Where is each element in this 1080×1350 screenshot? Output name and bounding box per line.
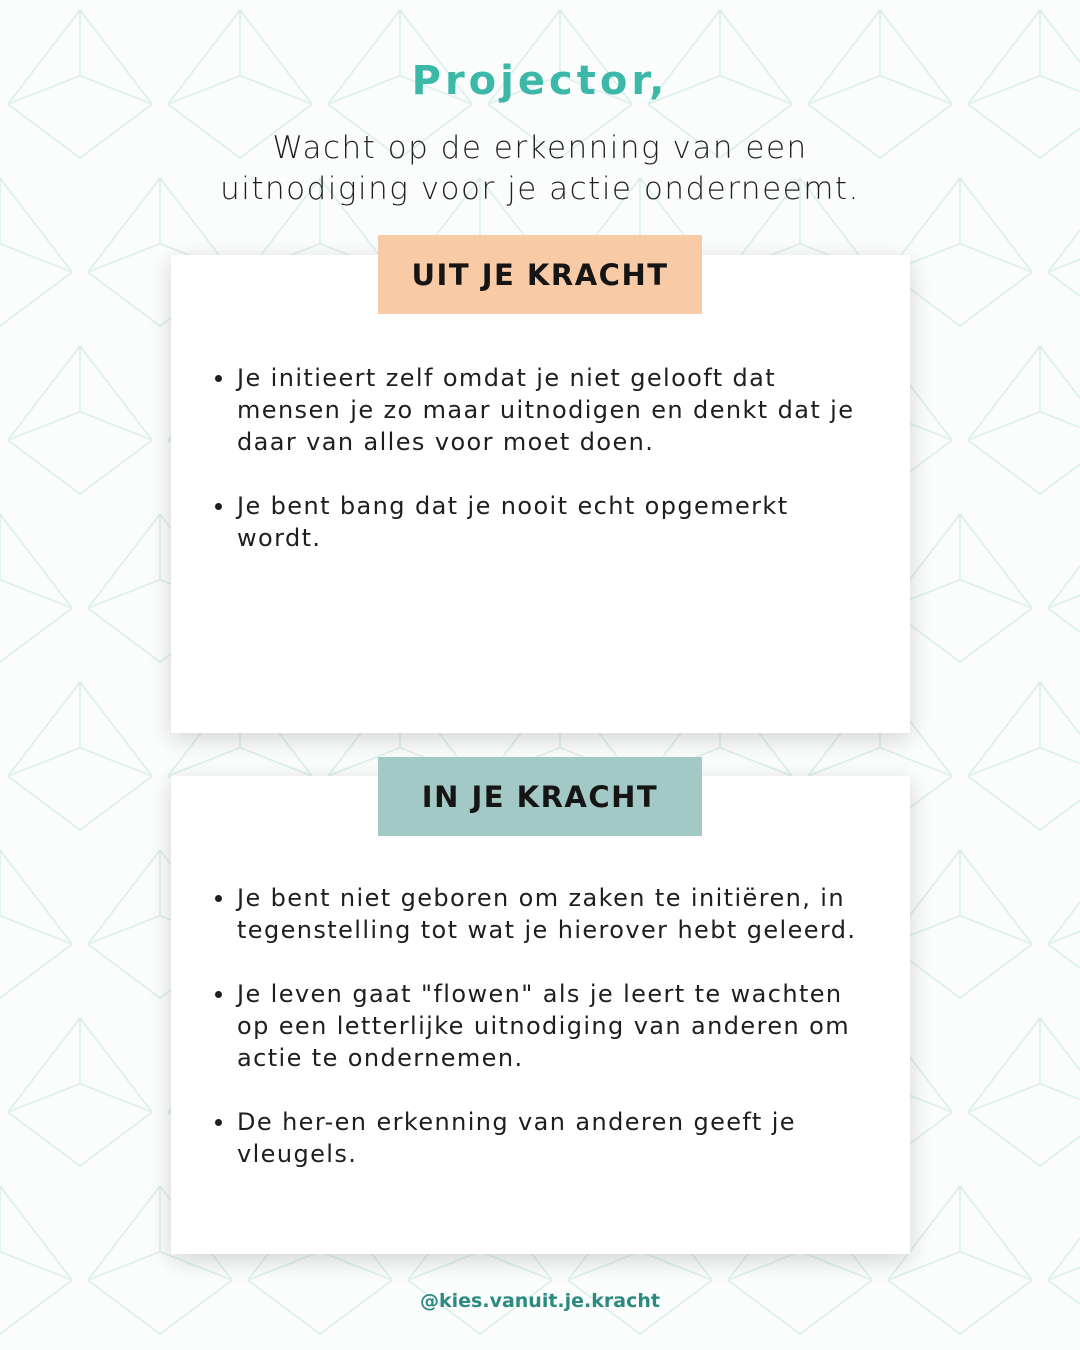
bullet-icon	[215, 991, 222, 998]
pattern-tile	[1048, 514, 1080, 662]
pattern-tile	[968, 346, 1080, 494]
list-item-line: daar van alles voor moet doen.	[237, 428, 655, 456]
subtitle-line: uitnodiging voor je actie onderneemt.	[220, 171, 860, 207]
pattern-tile	[1048, 178, 1080, 326]
pattern-tile	[0, 178, 72, 326]
list-item	[237, 1106, 897, 1170]
list-item-line: wordt.	[237, 524, 322, 552]
page-title: Projector,	[411, 58, 669, 104]
subtitle-line: Wacht op de erkenning van een	[272, 130, 808, 166]
list-item	[237, 362, 897, 458]
list-uit-je-kracht	[237, 362, 897, 586]
list-item-line: tegenstelling tot wat je hierover hebt geleerd.	[237, 916, 857, 944]
pattern-tile	[8, 346, 152, 494]
bullet-icon	[215, 503, 222, 510]
bullet-icon	[215, 895, 222, 902]
list-in-je-kracht	[237, 882, 897, 1202]
list-item-line: Je initieert zelf omdat je niet gelooft dat	[237, 364, 777, 392]
list-item-line: Je leven gaat "flowen" als je leert te wachten	[237, 980, 843, 1008]
list-item-line: actie te ondernemen.	[237, 1044, 524, 1072]
pattern-tile	[0, 514, 72, 662]
pattern-tile	[968, 682, 1080, 830]
list-item	[237, 490, 897, 554]
list-item-line: vleugels.	[237, 1140, 358, 1168]
pattern-tile	[0, 850, 72, 998]
list-item-line: Je bent bang dat je nooit echt opgemerkt	[237, 492, 789, 520]
label-uit-je-kracht: UIT JE KRACHT	[378, 235, 702, 314]
pattern-tile	[968, 1018, 1080, 1166]
page-subtitle	[140, 128, 940, 210]
pattern-tile	[1048, 850, 1080, 998]
bullet-icon	[215, 1119, 222, 1126]
bullet-icon	[215, 375, 222, 382]
social-handle[interactable]: @kies.vanuit.je.kracht	[420, 1290, 660, 1312]
list-item-line: Je bent niet geboren om zaken te initiëren, in	[237, 884, 845, 912]
pattern-tile	[8, 682, 152, 830]
list-item-line: op een letterlijke uitnodiging van anderen om	[237, 1012, 850, 1040]
list-item-line: De her-en erkenning van anderen geeft je	[237, 1108, 796, 1136]
list-item-line: mensen je zo maar uitnodigen en denkt dat je	[237, 396, 855, 424]
label-in-je-kracht: IN JE KRACHT	[378, 757, 702, 836]
list-item	[237, 882, 897, 946]
pattern-tile	[8, 1018, 152, 1166]
list-item	[237, 978, 897, 1074]
